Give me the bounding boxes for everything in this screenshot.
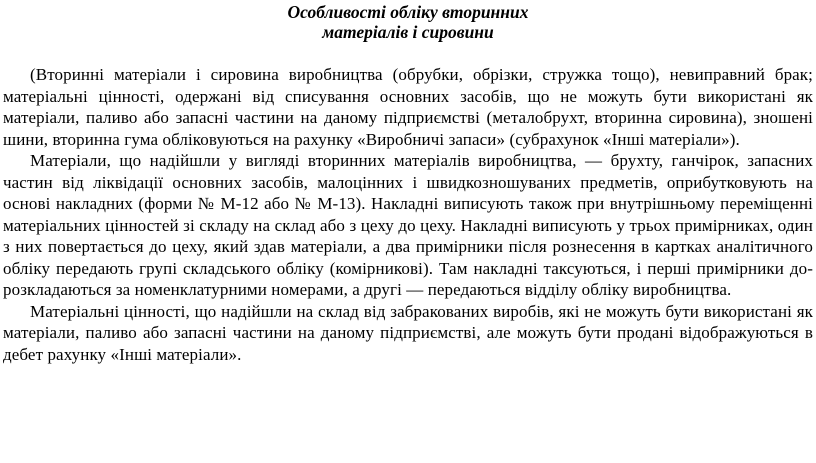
paragraph-rejected-products: Матеріальні цінності, що надійшли на склад від забракованих виробів, які не можуть бути використані як матеріали, паливо або запасні частини на даному підприємстві, але можуть бути продані відображуються в дебет рахунку «Інші матеріали». xyxy=(3,301,813,364)
document-title-line-2: матеріалів і сировини xyxy=(322,22,494,42)
paragraph-invoices: Матеріали, що надійшли у вигляді вторинних матеріалів виробництва, — брухту, ганчірок, запасних частин від ліквідації основних засобів, малоцінних і швидкозношуваних предметів, оприбутковують на основі накладних (форми № М-12 або № М-13). Накладні виписують також при внутрішньому переміщенні матеріальних цінностей зі складу на склад або з цеху до цеху. Накладні виписують у трьох примірниках, один з них повертається до цеху, який здав матеріали, а два примірники після рознесення в картках аналітичного обліку передають групі складського обліку (комірникові). Там накладні таксуються, і перші примірники до-розкладаються за номенклатурними номерами, а другі — передаються відділу обліку виробництва. xyxy=(3,151,813,299)
paragraph-secondary-materials-accounting: (Вторинні матеріали і сировина виробництва (обрубки, обрізки, стружка тощо), невиправний брак; матеріальні цінності, одержані від списування основних засобів, що не можуть бути використані як матеріали, паливо або запасні частини на даному підприємстві (металобрухт, вторинна сировина), зношені шини, вторинна гума обліковуються на рахунку «Виробничі запаси» (субрахунок «Інші матеріали»). xyxy=(3,65,813,149)
title-spacer xyxy=(3,42,813,64)
document-title-line-1: Особливості обліку вторинних xyxy=(287,2,529,22)
